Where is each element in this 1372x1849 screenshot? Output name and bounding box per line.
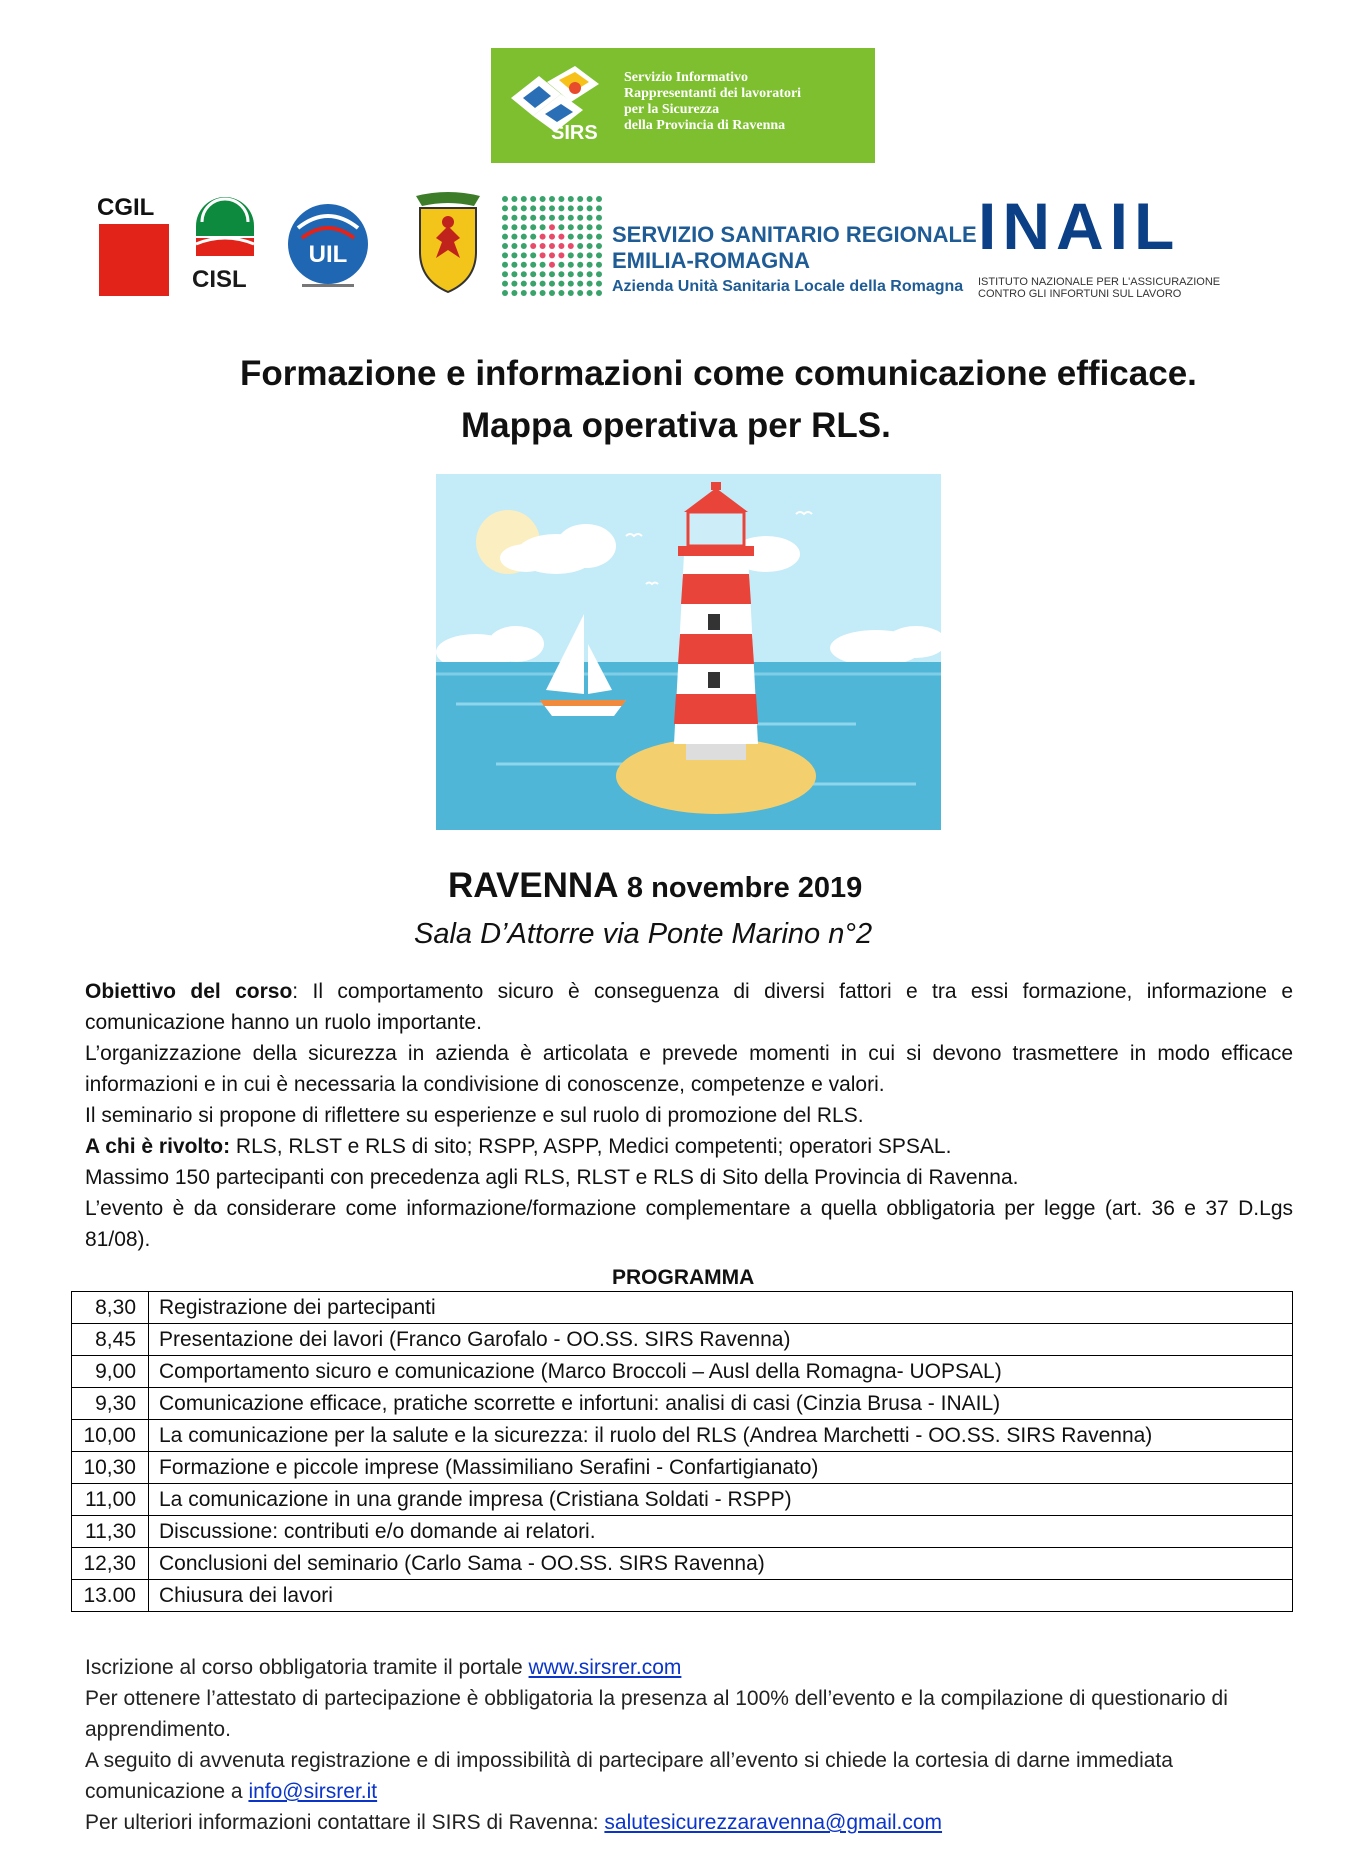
- contact-text: Per ulteriori informazioni contattare il SIRS di Ravenna:: [85, 1811, 605, 1834]
- sirs-line: Servizio Informativo: [624, 70, 749, 85]
- cisl-logo-text: CISL: [192, 266, 247, 293]
- programme-item: Comportamento sicuro e comunicazione (Marco Broccoli – Ausl della Romagna- UOPSAL): [149, 1356, 1293, 1388]
- programme-title: PROGRAMMA: [612, 1266, 755, 1289]
- programme-row: [72, 1420, 1293, 1452]
- programme-row: [72, 1292, 1293, 1324]
- ssr-logo-text: [612, 222, 977, 300]
- lighthouse-tower: [674, 482, 758, 744]
- programme-row: [72, 1548, 1293, 1580]
- programme-row: [72, 1580, 1293, 1612]
- ravenna-coat-of-arms-icon: [408, 192, 488, 296]
- ssr-line-1: SERVIZIO SANITARIO REGIONALE: [612, 222, 977, 247]
- page-subtitle: Mappa operativa per RLS.: [461, 406, 891, 445]
- programme-item: Discussione: contributi e/o domande ai relatori.: [149, 1516, 1293, 1548]
- contact-paragraph: [85, 1807, 1293, 1838]
- cgil-logo-box: [99, 224, 169, 296]
- programme-item: Registrazione dei partecipanti: [149, 1292, 1293, 1324]
- sirs-line: per la Sicurezza: [624, 102, 720, 117]
- event-city: RAVENNA: [448, 866, 618, 905]
- sirs-line: della Provincia di Ravenna: [624, 118, 786, 133]
- programme-time: 9,00: [72, 1356, 149, 1388]
- lighthouse-illustration: [436, 474, 941, 830]
- programme-time: 12,30: [72, 1548, 149, 1580]
- programme-time: 11,30: [72, 1516, 149, 1548]
- programme-time: 8,45: [72, 1324, 149, 1356]
- event-venue: Sala D’Attorre via Ponte Marino n°2: [414, 918, 873, 950]
- event-date: 8 novembre 2019: [626, 872, 863, 904]
- audience-label: A chi è rivolto:: [85, 1135, 231, 1158]
- objective-text: : Il comportamento sicuro è conseguenza di diversi fattori e tra essi formazione, informazione e comunicazione hanno un ruolo importante.: [85, 980, 1293, 1034]
- cisl-logo-icon: [192, 192, 258, 262]
- description-paragraph: Il seminario si propone di riflettere su esperienze e sul ruolo di promozione del RLS.: [85, 1104, 864, 1127]
- sirs-lines: [624, 70, 801, 134]
- inail-subtitle-line: CONTRO GLI INFORTUNI SUL LAVORO: [978, 288, 1182, 300]
- registration-text: Iscrizione al corso obbligatoria tramite il portale: [85, 1656, 529, 1679]
- programme-item: La comunicazione in una grande impresa (Cristiana Soldati - RSPP): [149, 1484, 1293, 1516]
- programme-row: [72, 1324, 1293, 1356]
- sirs-line: Rappresentanti dei lavoratori: [624, 86, 802, 101]
- registration-link[interactable]: www.sirsrer.com: [528, 1656, 682, 1679]
- registration-paragraph: [85, 1652, 1293, 1683]
- programme-time: 8,30: [72, 1292, 149, 1324]
- event-location-date: [448, 866, 862, 906]
- cancel-text: A seguito di avvenuta registrazione e di impossibilità di partecipare all’evento si chiede la cortesia di darne immediata comunicazione a: [85, 1749, 1173, 1803]
- svg-text:UIL: UIL: [308, 241, 348, 268]
- objective-paragraph: [85, 976, 1293, 1038]
- programme-row: [72, 1484, 1293, 1516]
- attestato-paragraph: Per ottenere l’attestato di partecipazione è obbligatoria la presenza al 100% dell’evento e la compilazione di questionario di apprendimento.: [85, 1687, 1228, 1741]
- programme-row: [72, 1356, 1293, 1388]
- inail-subtitle: [978, 276, 1220, 300]
- programme-item: Comunicazione efficace, pratiche scorrette e infortuni: analisi di casi (Cinzia Brusa - INAIL): [149, 1388, 1293, 1420]
- ssr-dots-icon: [500, 194, 604, 298]
- objective-label: Obiettivo del corso: [85, 980, 293, 1003]
- programme-item: Conclusioni del seminario (Carlo Sama - OO.SS. SIRS Ravenna): [149, 1548, 1293, 1580]
- programme-row: [72, 1452, 1293, 1484]
- programme-time: 9,30: [72, 1388, 149, 1420]
- info-email-link[interactable]: info@sirsrer.it: [248, 1780, 378, 1803]
- programme-time: 10,30: [72, 1452, 149, 1484]
- ssr-line-3: Azienda Unità Sanitaria Locale della Romagna: [612, 278, 964, 295]
- sirs-brand: SIRS: [551, 122, 598, 144]
- programme-time: 11,00: [72, 1484, 149, 1516]
- programme-row: [72, 1516, 1293, 1548]
- audience-text: RLS, RLST e RLS di sito; RSPP, ASPP, Medici competenti; operatori SPSAL.: [230, 1135, 952, 1158]
- description-paragraph: L’organizzazione della sicurezza in azienda è articolata e prevede momenti in cui si devono trasmettere in modo efficace informazioni e in cui è necessaria la condivisione di conoscenze, competenze e valori.: [85, 1042, 1293, 1096]
- audience-paragraph: [85, 1131, 1293, 1162]
- contact-email-link[interactable]: salutesicurezzaravenna@gmail.com: [604, 1811, 943, 1834]
- programme-item: La comunicazione per la salute e la sicurezza: il ruolo del RLS (Andrea Marchetti - OO.SS. SIRS Ravenna): [149, 1420, 1293, 1452]
- cgil-logo-text: CGIL: [97, 194, 155, 221]
- programme-time: 10,00: [72, 1420, 149, 1452]
- inail-subtitle-line: ISTITUTO NAZIONALE PER L'ASSICURAZIONE: [978, 276, 1221, 288]
- sirs-logo: [491, 48, 875, 163]
- programme-row: [72, 1388, 1293, 1420]
- programme-time: 13.00: [72, 1580, 149, 1612]
- programme-table: [71, 1291, 1293, 1612]
- page-title: Formazione e informazioni come comunicazione efficace.: [240, 354, 1197, 393]
- programme-item: Presentazione dei lavori (Franco Garofalo - OO.SS. SIRS Ravenna): [149, 1324, 1293, 1356]
- programme-item: Formazione e piccole imprese (Massimiliano Serafini - Confartigianato): [149, 1452, 1293, 1484]
- description-paragraph: L’evento è da considerare come informazione/formazione complementare a quella obbligatoria per legge (art. 36 e 37 D.Lgs 81/08).: [85, 1197, 1293, 1251]
- cancel-paragraph: [85, 1745, 1293, 1807]
- uil-logo-icon: [284, 198, 372, 294]
- ssr-line-2: EMILIA-ROMAGNA: [612, 248, 810, 273]
- course-description: [85, 976, 1293, 1255]
- footer-info: [85, 1652, 1293, 1838]
- programme-item: Chiusura dei lavori: [149, 1580, 1293, 1612]
- description-paragraph: Massimo 150 partecipanti con precedenza agli RLS, RLST e RLS di Sito della Provincia di Ravenna.: [85, 1166, 1019, 1189]
- inail-logo: INAIL: [978, 189, 1181, 263]
